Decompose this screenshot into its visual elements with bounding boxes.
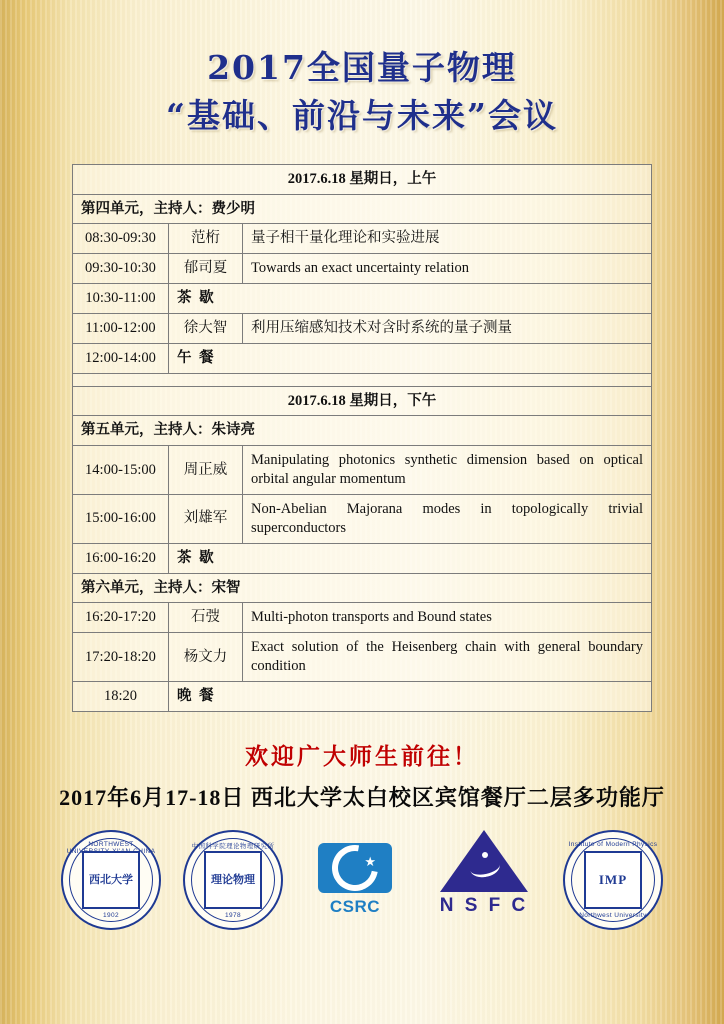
row-time: 16:00-16:20 — [73, 543, 169, 573]
table-row — [73, 446, 652, 495]
row-topic: 量子相干量化理论和实验进展 — [243, 224, 652, 254]
table-row — [73, 416, 652, 446]
table-row — [73, 603, 652, 633]
row-topic: Non-Abelian Majorana modes in topologically trivial superconductors — [243, 494, 652, 543]
seal-ring-bottom-text: 1978 — [224, 911, 242, 919]
day-header-morning: 2017.6.18 星期日，上午 — [73, 164, 652, 194]
table-row — [73, 164, 652, 194]
seal-icon — [61, 830, 161, 930]
row-time: 17:20-18:20 — [73, 633, 169, 682]
row-topic: Manipulating photonics synthetic dimension based on optical orbital angular momentum — [243, 446, 652, 495]
table-row — [73, 573, 652, 603]
row-break-label: 晚 餐 — [169, 681, 652, 711]
seal-inner-text: 理论物理 — [204, 851, 262, 909]
row-speaker: 杨文力 — [169, 633, 243, 682]
row-break-label: 午 餐 — [169, 343, 652, 373]
row-topic: Multi-photon transports and Bound states — [243, 603, 652, 633]
table-row — [73, 343, 652, 373]
session-header-5: 第五单元，主持人：朱诗亮 — [73, 416, 652, 446]
dot-shape — [482, 852, 488, 858]
schedule-table-wrapper — [72, 164, 652, 712]
table-row — [73, 284, 652, 314]
row-speaker: 徐大智 — [169, 313, 243, 343]
northwest-university-logo — [59, 828, 163, 932]
logo-row — [0, 828, 724, 932]
venue-text: 2017年6月17-18日 西北大学太白校区宾馆餐厅二层多功能厅 — [59, 784, 665, 810]
seal-ring-top-text: 中国科学院理论物理研究所 — [191, 842, 275, 850]
row-break-label: 茶 歇 — [169, 284, 652, 314]
csrc-mark-icon — [318, 843, 392, 893]
row-time: 14:00-15:00 — [73, 446, 169, 495]
triangle-icon — [440, 830, 528, 892]
seal-inner-text: 西北大学 — [82, 851, 140, 909]
table-row — [73, 254, 652, 284]
seal-inner-text: IMP — [584, 851, 642, 909]
title-line-1: 2017全国量子物理 — [207, 48, 517, 87]
table-row — [73, 224, 652, 254]
table-row — [73, 386, 652, 416]
row-time: 11:00-12:00 — [73, 313, 169, 343]
spacer-cell — [73, 373, 652, 386]
welcome-text: 欢迎广大师生前往！ — [245, 742, 479, 770]
row-time: 10:30-11:00 — [73, 284, 169, 314]
table-row — [73, 313, 652, 343]
table-spacer-row — [73, 373, 652, 386]
nsfc-logo — [425, 830, 543, 930]
row-speaker: 周正威 — [169, 446, 243, 495]
seal-ring-bottom-text: 1902 — [102, 911, 120, 919]
title-line-2: “基础、前沿与未来”会议 — [166, 95, 558, 135]
row-topic: Towards an exact uncertainty relation — [243, 254, 652, 284]
row-speaker: 范桁 — [169, 224, 243, 254]
seal-ring-top-text: NORTHWEST UNIVERSITY·XI'AN·CHINA — [66, 840, 156, 855]
row-time: 12:00-14:00 — [73, 343, 169, 373]
row-topic: 利用压缩感知技术对含时系统的量子测量 — [243, 313, 652, 343]
page-title — [0, 0, 724, 140]
csrc-logo — [303, 837, 407, 923]
row-time: 08:30-09:30 — [73, 224, 169, 254]
row-speaker: 郁司夏 — [169, 254, 243, 284]
table-row — [73, 494, 652, 543]
day-header-afternoon: 2017.6.18 星期日，下午 — [73, 386, 652, 416]
row-speaker: 刘雄军 — [169, 494, 243, 543]
seal-ring-bottom-text: Northwest University — [579, 911, 647, 919]
csrc-label: CSRC — [329, 896, 381, 916]
row-time: 15:00-16:00 — [73, 494, 169, 543]
nsfc-label: N S F C — [439, 894, 529, 916]
table-row — [73, 543, 652, 573]
table-row — [73, 194, 652, 224]
itp-cas-logo — [181, 828, 285, 932]
swoosh-shape — [468, 855, 501, 880]
row-time: 09:30-10:30 — [73, 254, 169, 284]
row-speaker: 石弢 — [169, 603, 243, 633]
seal-ring-top-text: Institute of Modern Physics — [568, 840, 658, 848]
row-time: 16:20-17:20 — [73, 603, 169, 633]
c-arc-shape — [323, 836, 387, 900]
session-header-4: 第四单元，主持人：费少明 — [73, 194, 652, 224]
seal-icon — [563, 830, 663, 930]
row-time: 18:20 — [73, 681, 169, 711]
schedule-table — [72, 164, 652, 712]
row-break-label: 茶 歇 — [169, 543, 652, 573]
session-header-6: 第六单元，主持人：宋智 — [73, 573, 652, 603]
seal-icon — [183, 830, 283, 930]
row-topic: Exact solution of the Heisenberg chain with general boundary condition — [243, 633, 652, 682]
table-row — [73, 681, 652, 711]
imp-logo — [561, 828, 665, 932]
star-icon: ★ — [364, 853, 376, 869]
table-row — [73, 633, 652, 682]
